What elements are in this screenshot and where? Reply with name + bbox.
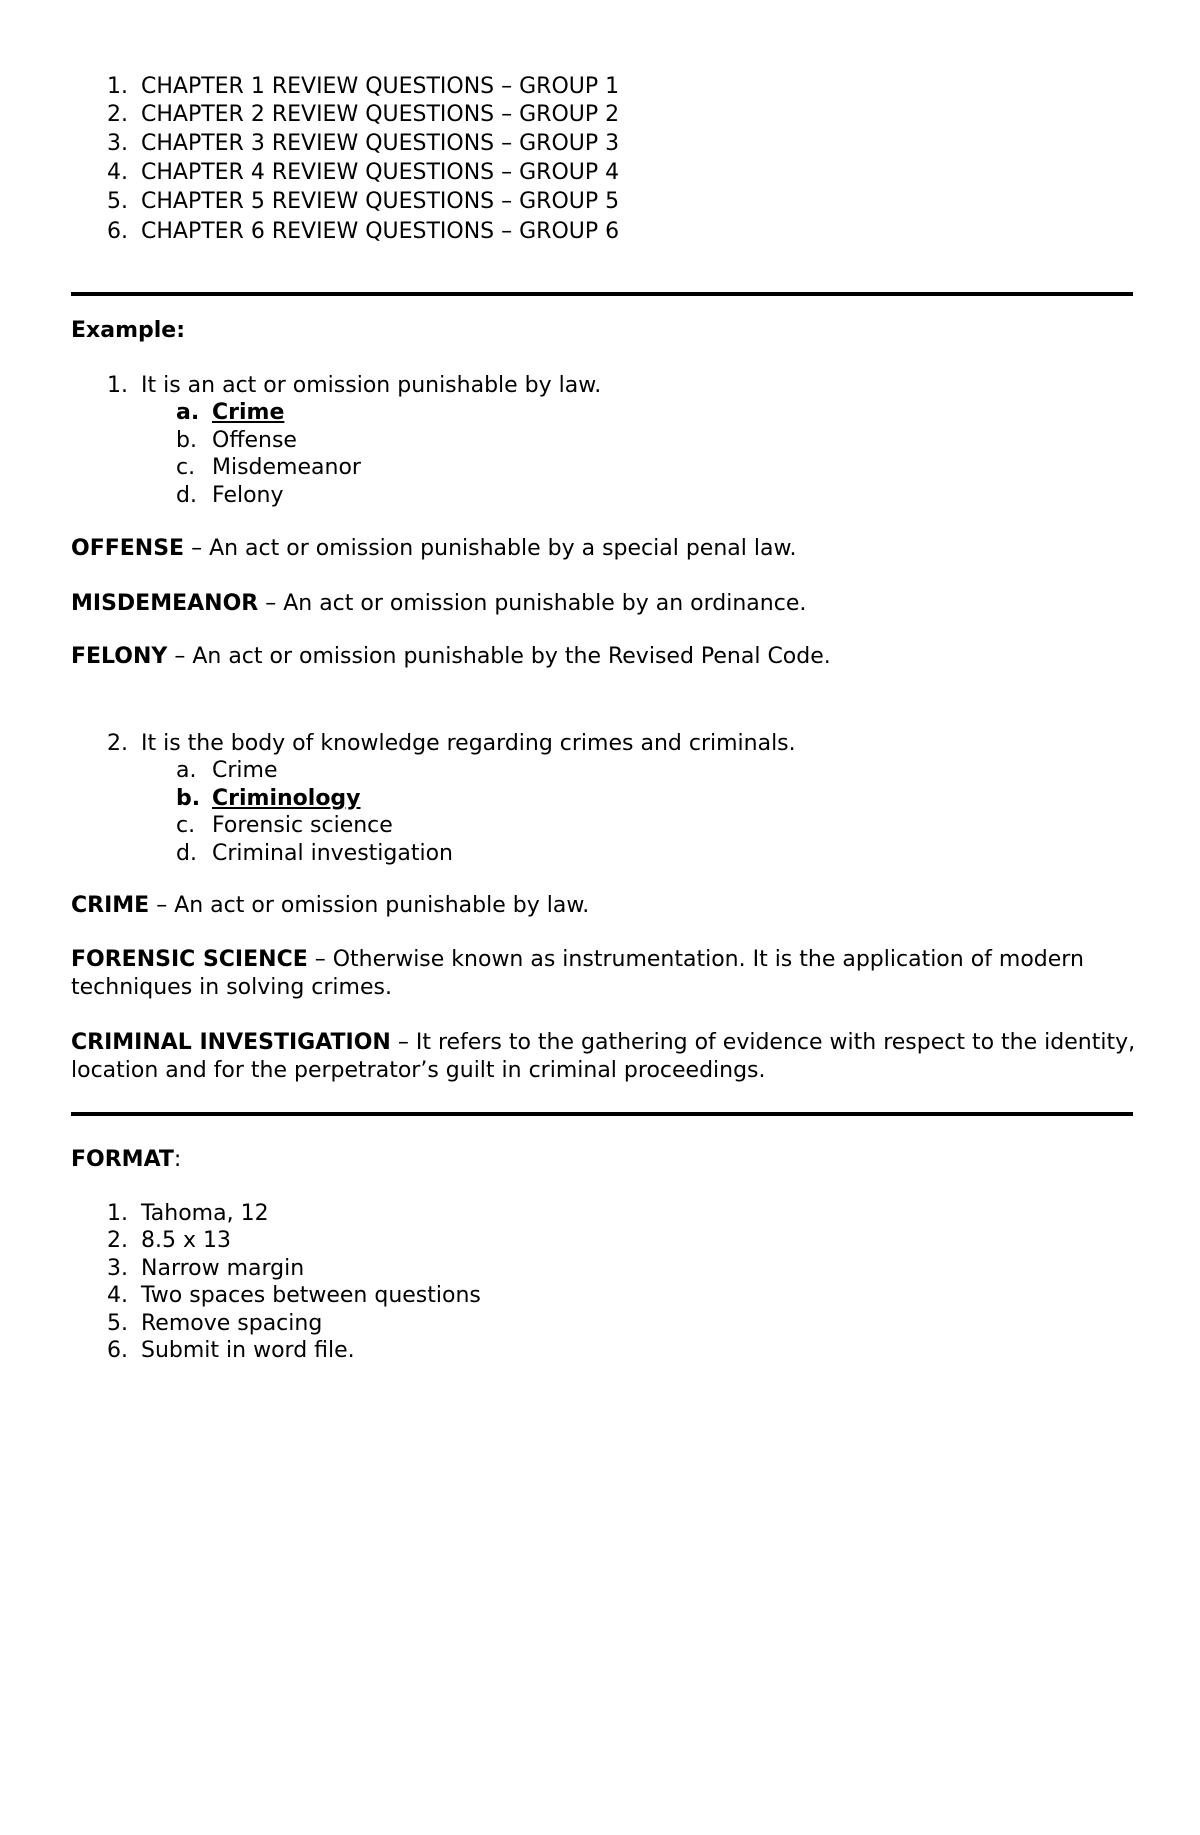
definition-term: OFFENSE: [71, 536, 185, 561]
correct-answer: Crime: [212, 400, 285, 425]
choice-letter: c.: [176, 813, 196, 838]
format-item: Two spaces between questions: [141, 1283, 481, 1308]
definition-text: – An act or omission punishable by the Revised Penal Code.: [167, 644, 831, 669]
definition: [71, 643, 1141, 671]
example-heading: Example:: [71, 318, 185, 343]
definition-text: – Otherwise known as instrumentation. It is the application of modern techniques in solving crimes.: [71, 947, 1084, 1000]
list-number: 1.: [107, 1201, 128, 1226]
format-heading: FORMAT:: [71, 1147, 182, 1172]
choice-text: Misdemeanor: [212, 455, 361, 480]
list-number: 1.: [107, 74, 128, 99]
definition: [71, 590, 1141, 618]
choice-text: Criminal investigation: [212, 841, 453, 866]
choice-text: Felony: [212, 483, 284, 508]
question-text: It is an act or omission punishable by law.: [141, 373, 602, 398]
choice-text: Forensic science: [212, 813, 393, 838]
list-number: 2.: [107, 1228, 128, 1253]
definition-text: – It refers to the gathering of evidence with respect to the identity, location and for the perpetrator’s guilt in criminal proceedings.: [71, 1030, 1136, 1083]
chapter-item: CHAPTER 4 REVIEW QUESTIONS – GROUP 4: [141, 160, 620, 185]
list-number: 3.: [107, 1256, 128, 1281]
format-item: 8.5 x 13: [141, 1228, 231, 1253]
choice-text: Crime: [212, 758, 278, 783]
format-item: Remove spacing: [141, 1311, 323, 1336]
list-number: 3.: [107, 131, 128, 156]
list-number: 6.: [107, 1338, 128, 1363]
format-item: Submit in word file.: [141, 1338, 355, 1363]
list-number: 4.: [107, 1283, 128, 1308]
definition-term: FORENSIC SCIENCE: [71, 947, 308, 972]
choice-letter: a.: [176, 758, 197, 783]
horizontal-rule: [71, 1112, 1133, 1116]
definition-term: MISDEMEANOR: [71, 591, 259, 616]
format-item: Narrow margin: [141, 1256, 305, 1281]
chapter-item: CHAPTER 2 REVIEW QUESTIONS – GROUP 2: [141, 102, 620, 127]
definition: [71, 1029, 1141, 1085]
question-number: 1.: [107, 373, 128, 398]
choice-letter: c.: [176, 455, 196, 480]
choice-text: Offense: [212, 428, 297, 453]
format-item: Tahoma, 12: [141, 1201, 269, 1226]
choice-letter: b.: [176, 786, 201, 811]
list-number: 6.: [107, 219, 128, 244]
definition: [71, 535, 1141, 563]
definition-term: FELONY: [71, 644, 168, 669]
choice-letter: a.: [176, 400, 200, 425]
question-number: 2.: [107, 731, 128, 756]
definition-text: – An act or omission punishable by law.: [149, 893, 590, 918]
list-number: 5.: [107, 1311, 128, 1336]
horizontal-rule: [71, 292, 1133, 296]
chapter-item: CHAPTER 6 REVIEW QUESTIONS – GROUP 6: [141, 219, 620, 244]
chapter-item: CHAPTER 5 REVIEW QUESTIONS – GROUP 5: [141, 189, 620, 214]
definition-text: – An act or omission punishable by an ordinance.: [258, 591, 807, 616]
list-number: 2.: [107, 102, 128, 127]
question-text: It is the body of knowledge regarding crimes and criminals.: [141, 731, 796, 756]
definition-term: CRIME: [71, 893, 150, 918]
definition: [71, 892, 1141, 920]
definition-term: CRIMINAL INVESTIGATION: [71, 1030, 391, 1055]
chapter-item: CHAPTER 1 REVIEW QUESTIONS – GROUP 1: [141, 74, 620, 99]
list-number: 4.: [107, 160, 128, 185]
correct-answer: Criminology: [212, 786, 361, 811]
definition: [71, 946, 1141, 1002]
list-number: 5.: [107, 189, 128, 214]
chapter-item: CHAPTER 3 REVIEW QUESTIONS – GROUP 3: [141, 131, 620, 156]
choice-letter: d.: [176, 841, 197, 866]
definition-text: – An act or omission punishable by a special penal law.: [184, 536, 797, 561]
choice-letter: d.: [176, 483, 197, 508]
choice-letter: b.: [176, 428, 197, 453]
